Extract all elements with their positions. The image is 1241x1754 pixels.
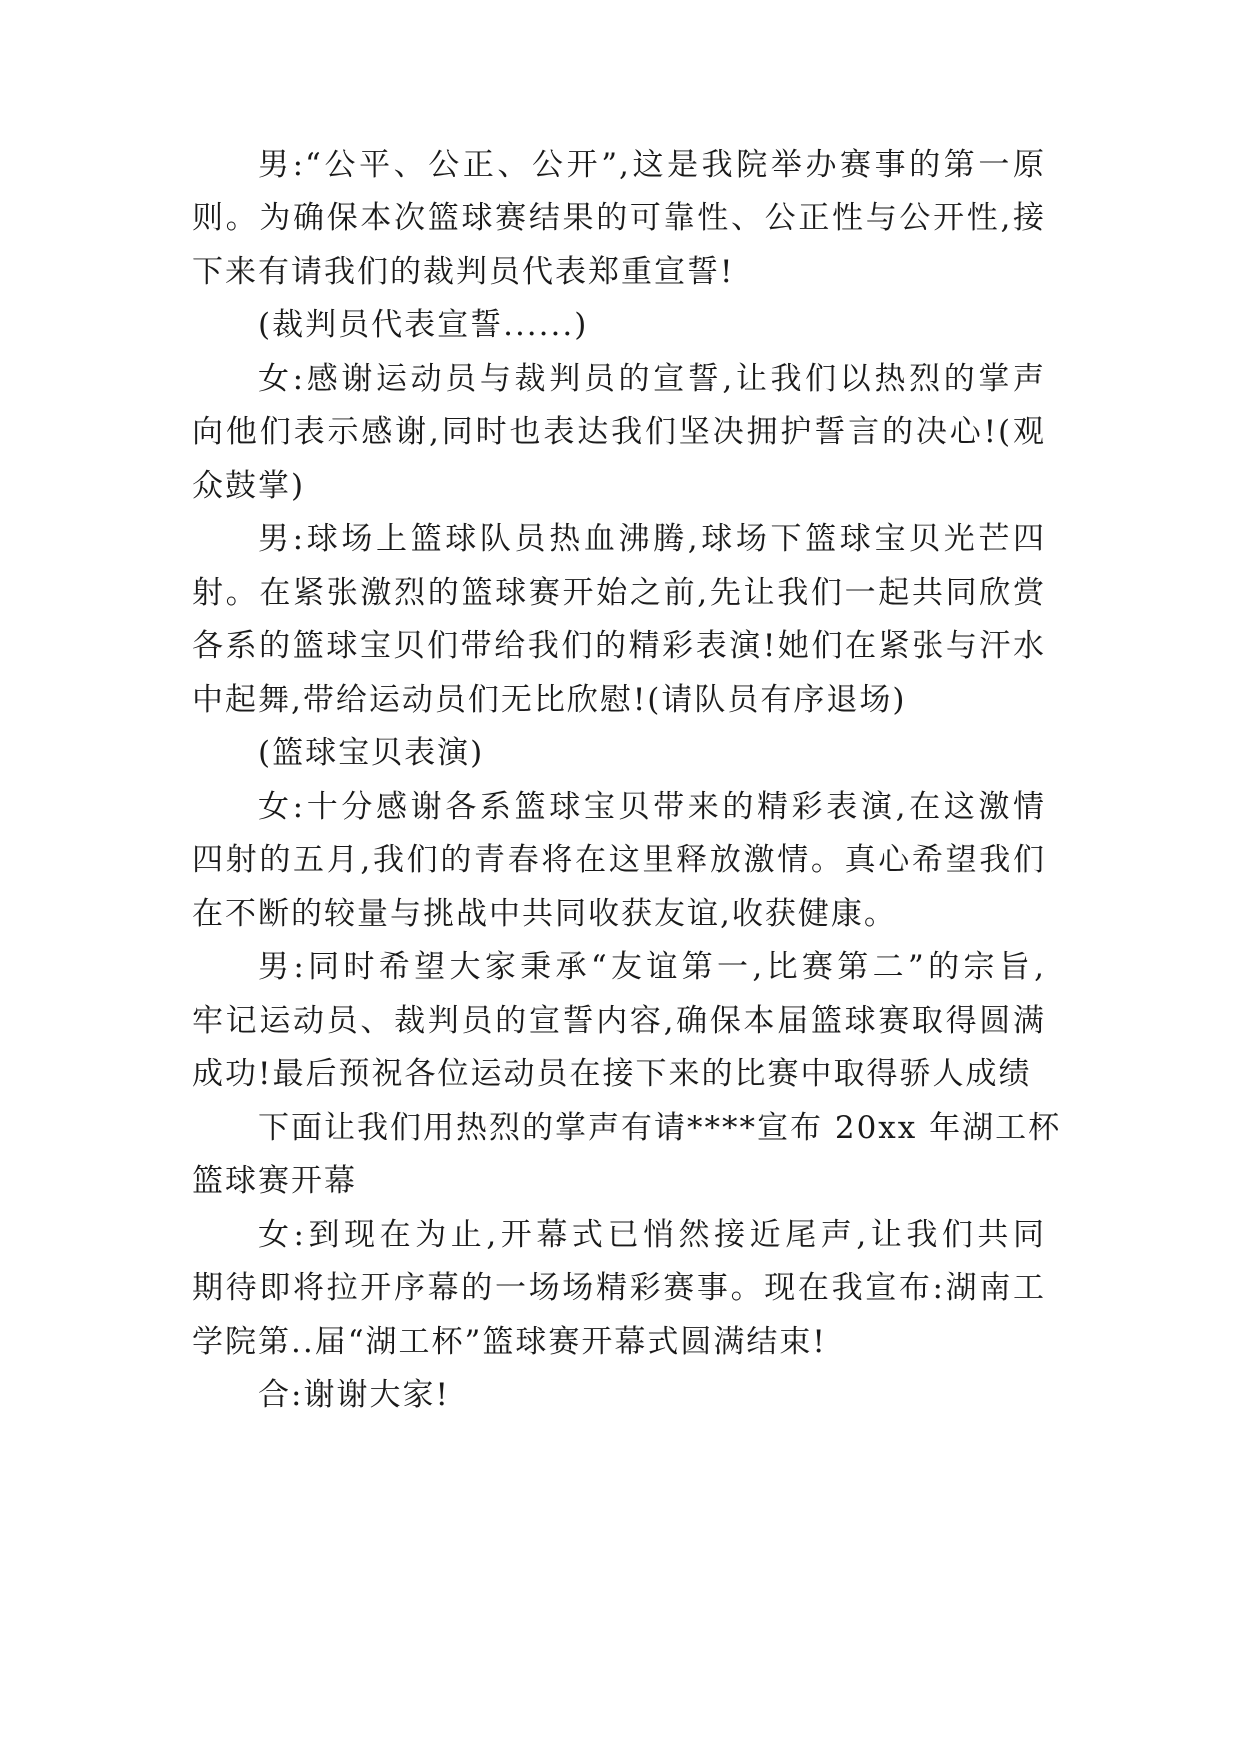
text-line: (裁判员代表宣誓......) [258, 307, 589, 343]
text-line: 众鼓掌) [192, 468, 306, 504]
text-line: 男:“公平、公正、公开”,这是我院举办赛事的第一原 [258, 147, 1046, 183]
text-line: 向他们表示感谢,同时也表达我们坚决拥护誓言的决心!(观 [192, 414, 1046, 450]
text-line: 期待即将拉开序幕的一场场精彩赛事。现在我宣布:湖南工 [192, 1270, 1046, 1306]
text-line: 在不断的较量与挑战中共同收获友谊,收获健康。 [192, 896, 897, 932]
text-line: 男:球场上篮球队员热血沸腾,球场下篮球宝贝光芒四 [258, 521, 1046, 557]
text-line: 下面让我们用热烈的掌声有请****宣布 20xx 年湖工杯 [258, 1110, 1062, 1146]
text-line: 下来有请我们的裁判员代表郑重宣誓! [192, 254, 735, 290]
text-line: (篮球宝贝表演) [258, 735, 485, 771]
text-line: 篮球赛开幕 [192, 1163, 357, 1199]
text-line: 射。在紧张激烈的篮球赛开始之前,先让我们一起共同欣赏 [192, 575, 1046, 611]
text-line: 女:感谢运动员与裁判员的宣誓,让我们以热烈的掌声 [258, 361, 1046, 397]
text-line: 女:十分感谢各系篮球宝贝带来的精彩表演,在这激情 [258, 789, 1046, 825]
text-line: 则。为确保本次篮球赛结果的可靠性、公正性与公开性,接 [192, 200, 1046, 236]
text-line: 牢记运动员、裁判员的宣誓内容,确保本届篮球赛取得圆满 [192, 1003, 1046, 1039]
text-line: 四射的五月,我们的青春将在这里释放激情。真心希望我们 [192, 842, 1046, 878]
text-line: 合:谢谢大家! [258, 1377, 450, 1413]
text-line: 男:同时希望大家秉承“友谊第一,比赛第二”的宗旨, [258, 949, 1046, 985]
text-line: 女:到现在为止,开幕式已悄然接近尾声,让我们共同 [258, 1217, 1046, 1253]
text-line: 各系的篮球宝贝们带给我们的精彩表演!她们在紧张与汗水 [192, 628, 1046, 664]
text-line: 学院第..届“湖工杯”篮球赛开幕式圆满结束! [192, 1324, 827, 1360]
text-line: 成功!最后预祝各位运动员在接下来的比赛中取得骄人成绩 [192, 1056, 1032, 1092]
text-line: 中起舞,带给运动员们无比欣慰!(请队员有序退场) [192, 682, 907, 718]
